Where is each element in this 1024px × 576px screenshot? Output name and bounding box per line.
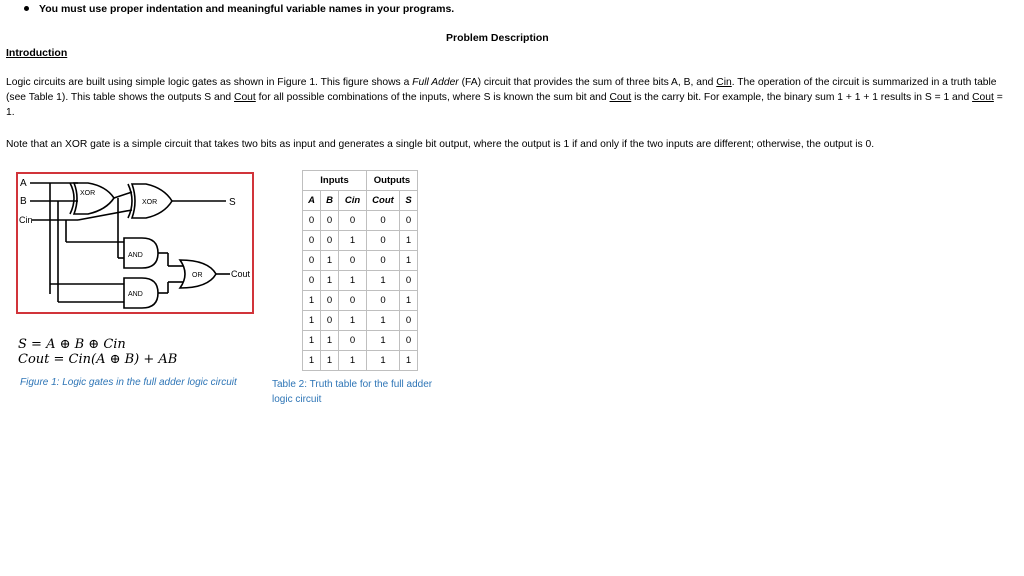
table-cell: 0	[303, 271, 321, 291]
introduction-heading: Introduction	[6, 47, 68, 59]
table-cell: 1	[400, 251, 418, 271]
table-cell: 1	[321, 351, 339, 371]
truth-table	[302, 170, 418, 371]
xor-note-paragraph: Note that an XOR gate is a simple circuit that takes two bits as input and generates a single bit output, where the output is 1 if and only if the two inputs are different; otherwise, the output is 0.	[6, 139, 875, 150]
table-cell: 0	[400, 211, 418, 231]
para-cout: Cout	[972, 92, 994, 103]
table-row	[303, 291, 418, 311]
input-a-label: A	[20, 178, 27, 189]
table-cell: 1	[367, 331, 400, 351]
table-cell: 0	[321, 211, 339, 231]
table-cell: 0	[321, 231, 339, 251]
figure-caption: Figure 1: Logic gates in the full adder logic circuit	[20, 377, 237, 388]
para-text: = 1.	[6, 92, 1003, 118]
para-text: for all possible combinations of the inputs, where S is known the sum bit and	[255, 92, 610, 103]
sum-equation: S = A ⊕ B ⊕ Cin	[18, 337, 126, 352]
table-cell: 0	[400, 271, 418, 291]
table-row	[303, 331, 418, 351]
col-a-header: A	[303, 191, 321, 211]
col-cin-header: Cin	[339, 191, 367, 211]
table-cell: 1	[303, 331, 321, 351]
xor2-label: XOR	[142, 199, 158, 206]
table-cell: 1	[400, 231, 418, 251]
col-cout-header: Cout	[367, 191, 400, 211]
table-cell: 1	[367, 351, 400, 371]
bullet-icon	[24, 6, 29, 11]
xor1-label: XOR	[80, 190, 96, 197]
circuit-diagram	[18, 174, 252, 312]
para-cin: Cin	[716, 77, 732, 88]
table-row	[303, 231, 418, 251]
table-caption: Table 2: Truth table for the full adder logic circuit	[272, 379, 433, 405]
table-column-header-row	[303, 191, 418, 211]
table-cell: 1	[339, 231, 367, 251]
problem-description-heading: Problem Description	[446, 32, 549, 44]
para-full-adder: Full Adder	[412, 77, 459, 88]
truth-table-body	[303, 211, 418, 371]
table-cell: 1	[321, 251, 339, 271]
para-text: is the carry bit. For example, the binary sum 1 + 1 + 1 results in S = 1 and	[631, 92, 973, 103]
table-cell: 1	[339, 271, 367, 291]
para-cout: Cout	[234, 92, 256, 103]
table-row	[303, 311, 418, 331]
table-row	[303, 211, 418, 231]
or-label: OR	[192, 272, 203, 279]
table-cell: 0	[303, 231, 321, 251]
input-cin-label: Cin	[19, 215, 33, 225]
table-cell: 0	[339, 251, 367, 271]
table-cell: 0	[367, 211, 400, 231]
output-s-label: S	[229, 197, 236, 208]
table-cell: 0	[367, 251, 400, 271]
table-cell: 0	[303, 211, 321, 231]
output-cout-label: Cout	[231, 269, 251, 279]
and1-label: AND	[128, 252, 143, 259]
table-cell: 1	[400, 291, 418, 311]
table-cell: 0	[339, 291, 367, 311]
col-s-header: S	[400, 191, 418, 211]
table-cell: 1	[303, 291, 321, 311]
table-cell: 0	[303, 251, 321, 271]
table-row	[303, 251, 418, 271]
table-cell: 1	[339, 311, 367, 331]
and2-label: AND	[128, 291, 143, 298]
table-cell: 1	[303, 311, 321, 331]
table-cell: 0	[367, 291, 400, 311]
table-group-header-row	[303, 171, 418, 191]
table-cell: 0	[339, 331, 367, 351]
table-cell: 0	[400, 331, 418, 351]
table-cell: 0	[321, 291, 339, 311]
table-cell: 1	[321, 271, 339, 291]
table-cell: 0	[400, 311, 418, 331]
intro-paragraph	[6, 75, 1006, 120]
para-cout: Cout	[609, 92, 632, 103]
table-cell: 1	[339, 351, 367, 371]
outputs-group-header: Outputs	[367, 171, 418, 191]
full-adder-circuit-figure	[16, 172, 254, 314]
table-cell: 1	[303, 351, 321, 371]
inputs-group-header: Inputs	[303, 171, 367, 191]
table-cell: 1	[367, 311, 400, 331]
table-cell: 0	[321, 311, 339, 331]
table-cell: 0	[339, 211, 367, 231]
instruction-text: You must use proper indentation and meaningful variable names in your programs.	[39, 3, 455, 15]
instruction-bullet	[24, 3, 454, 15]
table-row	[303, 351, 418, 371]
table-row	[303, 271, 418, 291]
carry-equation: Cout = Cin(A ⊕ B) + AB	[18, 352, 178, 367]
table-cell: 1	[367, 271, 400, 291]
table-cell: 1	[321, 331, 339, 351]
para-text: (FA) circuit that provides the sum of three bits A, B, and	[458, 77, 717, 88]
table-cell: 0	[367, 231, 400, 251]
para-text: Logic circuits are built using simple logic gates as shown in Figure 1. This figure shows a	[6, 77, 413, 88]
col-b-header: B	[321, 191, 339, 211]
input-b-label: B	[20, 196, 27, 207]
para-text: . The operation of the circuit is summarized in a truth table (see Table 1). This table shows the outputs S and	[6, 77, 997, 103]
table-cell: 1	[400, 351, 418, 371]
